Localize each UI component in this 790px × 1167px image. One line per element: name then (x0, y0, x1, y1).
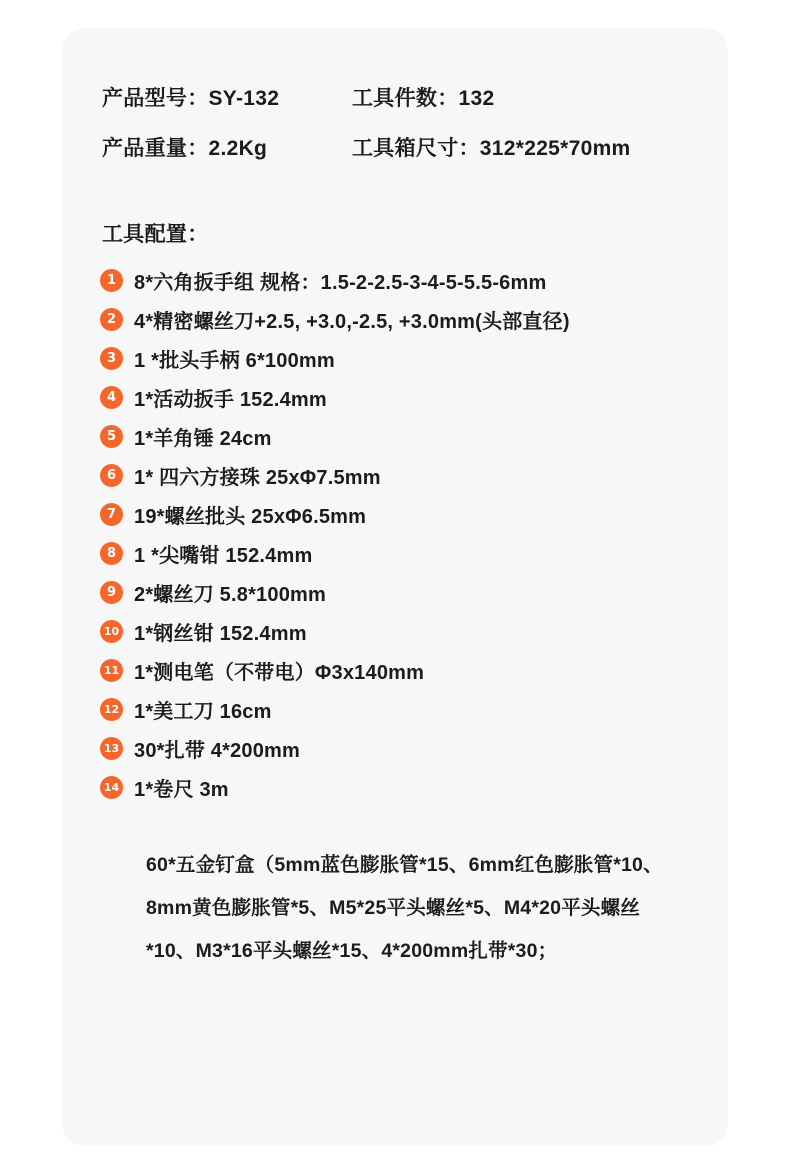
list-item-label: 1*美工刀 16cm (134, 701, 272, 723)
spec-weight: 产品重量：2.2Kg (102, 137, 268, 160)
list-item-label: 19*螺丝批头 25xΦ6.5mm (134, 506, 367, 528)
list-number-badge: 3 (100, 347, 123, 370)
list-item-label: 1*卷尺 3m (134, 779, 229, 801)
list-item-label: 30*扎带 4*200mm (134, 740, 301, 762)
list-item-label: 1*钢丝钳 152.4mm (134, 623, 307, 645)
hardware-kit-note: 60*五金钉盒（5mm蓝色膨胀管*15、6mm红色膨胀管*10、8mm黄色膨胀管*5、M5*25平头螺丝*5、M4*20平头螺丝*10、M3*16平头螺丝*15、4*200mm扎带*30； (146, 854, 663, 962)
list-item-label: 1* 四六方接珠 25xΦ7.5mm (134, 467, 381, 489)
list-number-badge: 4 (100, 386, 123, 409)
list-item-label: 1 *批头手柄 6*100mm (134, 350, 335, 372)
list-item (100, 422, 690, 451)
section-title: 工具配置： (102, 223, 209, 246)
list-number-badge: 13 (100, 737, 123, 760)
list-item (100, 617, 690, 646)
list-item (100, 305, 690, 334)
list-item-label: 8*六角扳手组 规格：1.5-2-2.5-3-4-5-5.5-6mm (134, 272, 547, 294)
list-item (100, 578, 690, 607)
list-number-badge: 9 (100, 581, 123, 604)
list-item (100, 383, 690, 412)
spec-row (102, 82, 690, 112)
list-item-label: 2*螺丝刀 5.8*100mm (134, 584, 326, 606)
list-item (100, 461, 690, 490)
list-number-badge: 14 (100, 776, 123, 799)
list-item (100, 344, 690, 373)
list-item (100, 734, 690, 763)
spec-table (102, 82, 690, 162)
list-number-badge: 1 (100, 269, 123, 292)
list-item (100, 695, 690, 724)
list-number-badge: 5 (100, 425, 123, 448)
list-number-badge: 6 (100, 464, 123, 487)
list-number-badge: 2 (100, 308, 123, 331)
list-item (100, 656, 690, 685)
list-item (100, 539, 690, 568)
spec-piece-count: 工具件数：132 (352, 87, 495, 110)
list-item-label: 4*精密螺丝刀+2.5, +3.0,-2.5, +3.0mm(头部直径) (134, 311, 570, 333)
list-number-badge: 11 (100, 659, 123, 682)
tool-list (100, 266, 690, 802)
product-spec-card (62, 28, 728, 1146)
list-item (100, 773, 690, 802)
list-number-badge: 12 (100, 698, 123, 721)
list-item (100, 266, 690, 295)
list-item-label: 1*羊角锤 24cm (134, 428, 272, 450)
list-item-label: 1*测电笔（不带电）Φ3x140mm (134, 662, 425, 684)
list-number-badge: 10 (100, 620, 123, 643)
list-item-label: 1 *尖嘴钳 152.4mm (134, 545, 313, 567)
list-number-badge: 7 (100, 503, 123, 526)
list-item (100, 500, 690, 529)
spec-model: 产品型号：SY-132 (102, 87, 280, 110)
spec-box-size: 工具箱尺寸：312*225*70mm (352, 137, 631, 160)
spec-row (102, 132, 690, 162)
list-number-badge: 8 (100, 542, 123, 565)
list-item-label: 1*活动扳手 152.4mm (134, 389, 327, 411)
